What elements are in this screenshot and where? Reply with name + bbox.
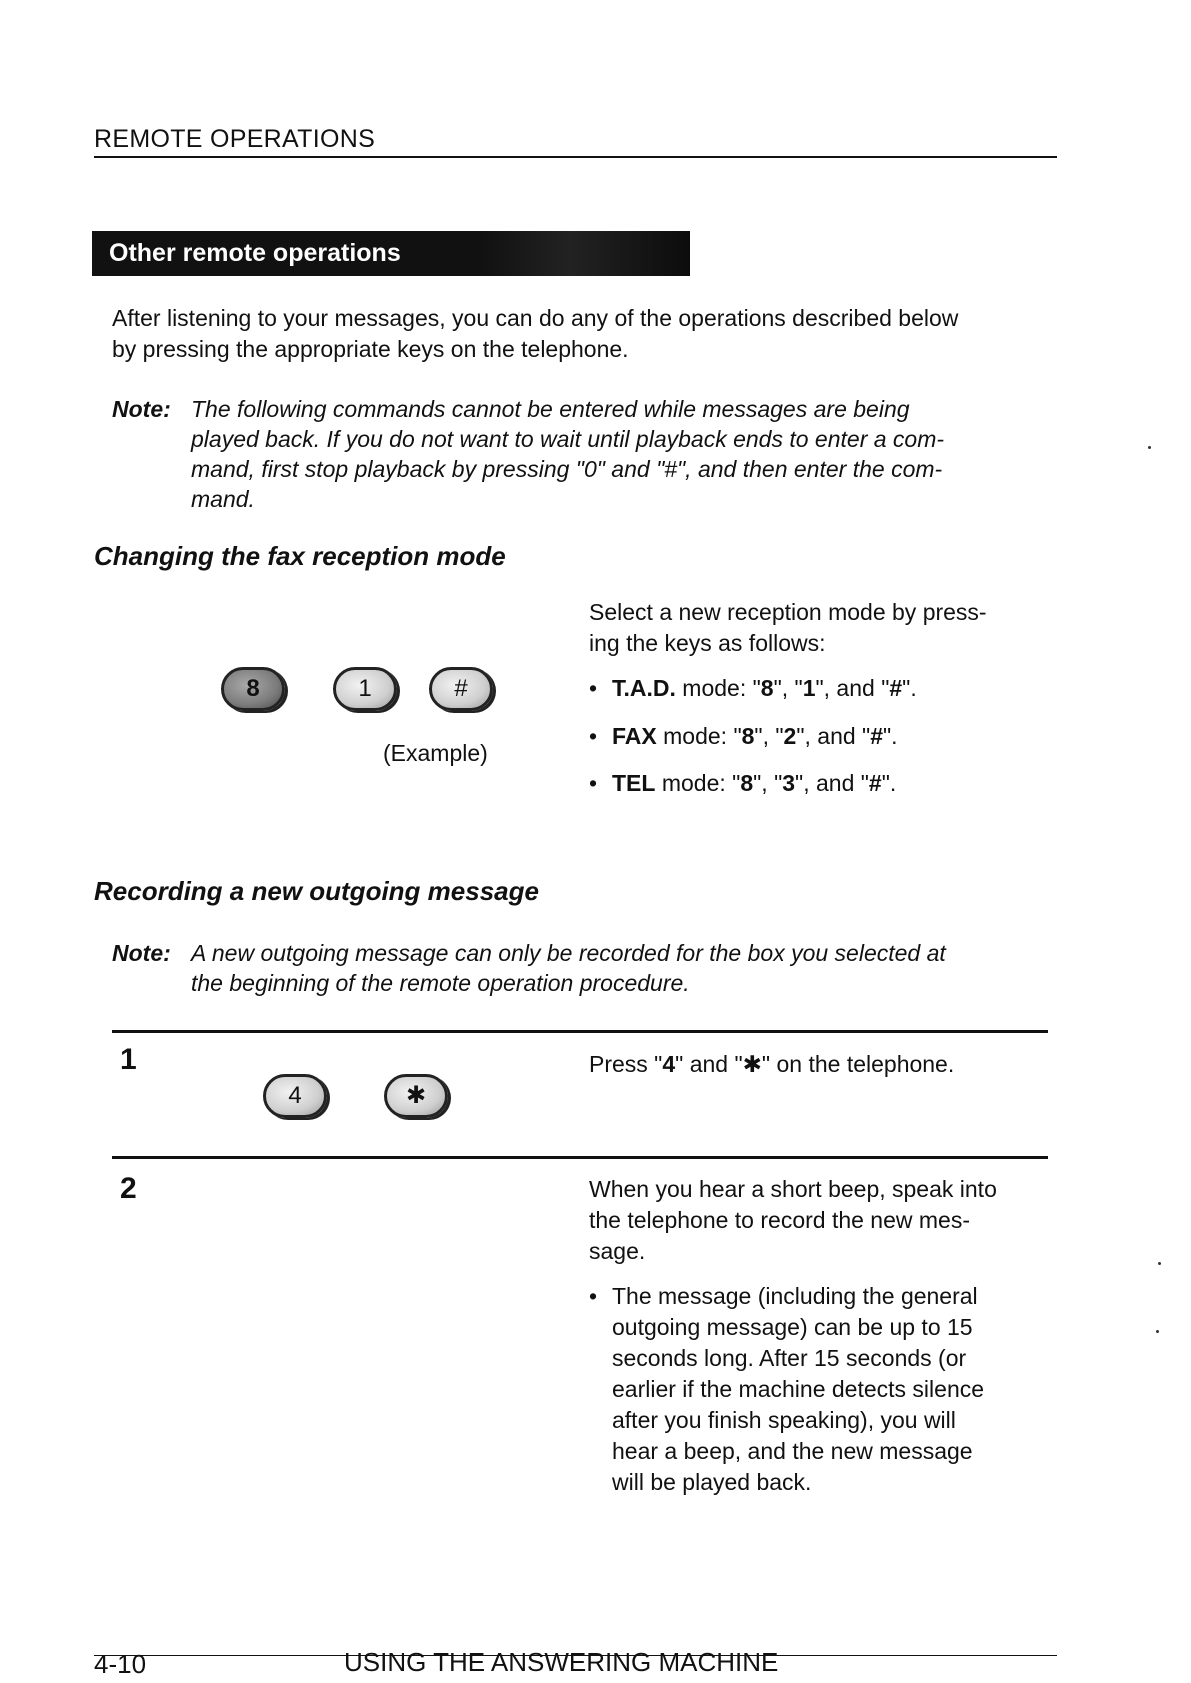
- mode-item-fax: • FAX mode: "8", "2", and "#".: [589, 721, 1062, 752]
- scan-speck: [1148, 446, 1151, 449]
- key-4-icon: 4: [263, 1074, 327, 1118]
- key-8-icon: 8: [221, 667, 285, 711]
- step-2-bullet: [589, 1281, 1062, 1498]
- bullet-line: • The message (including the general: [612, 1283, 978, 1309]
- note-text: [191, 394, 944, 514]
- step-2-rule: [112, 1156, 1048, 1159]
- section-heading-outgoing-message: Recording a new outgoing message: [94, 876, 539, 906]
- footer-page-number: 4-10: [94, 1649, 147, 1679]
- mode-key: 3: [782, 770, 796, 796]
- mode-item-tel: • TEL mode: "8", "3", and "#".: [589, 768, 1062, 799]
- mode-key: 2: [783, 723, 797, 749]
- scan-speck: [1156, 1330, 1159, 1333]
- note-line: A new outgoing message can only be recorded for the box you selected at: [191, 940, 946, 966]
- section-banner: [92, 231, 690, 276]
- bullet-line: after you finish speaking), you will: [612, 1407, 956, 1433]
- step-1-rule: [112, 1030, 1048, 1033]
- reception-mode-description: [589, 597, 1029, 659]
- step-line: the telephone to record the new mes-: [589, 1207, 971, 1233]
- note-playback: [112, 394, 1032, 518]
- step-1-number: 1: [120, 1043, 137, 1076]
- footer-chapter-title: USING THE ANSWERING MACHINE: [344, 1647, 779, 1677]
- mode-label: mode:: [661, 770, 726, 796]
- step-2-number: 2: [120, 1172, 137, 1205]
- description-line: ing the keys as follows:: [589, 630, 826, 656]
- note-line: mand.: [191, 486, 255, 512]
- mode-key: #: [870, 723, 883, 749]
- note-outgoing-box: [112, 938, 1032, 1002]
- step-key: ✱: [742, 1051, 762, 1077]
- intro-line: After listening to your messages, you can do any of the operations described below: [112, 305, 959, 331]
- mode-key: 8: [760, 675, 774, 701]
- intro-paragraph: [112, 303, 1032, 365]
- note-text: [191, 938, 946, 998]
- mode-name: T.A.D.: [612, 675, 676, 701]
- bullet-line: earlier if the machine detects silence: [612, 1376, 985, 1402]
- key-hash-icon: #: [429, 667, 493, 711]
- bullet-line: seconds long. After 15 seconds (or: [612, 1345, 967, 1371]
- bullet-line: will be played back.: [612, 1469, 812, 1495]
- mode-key: 8: [740, 770, 754, 796]
- key-star-icon: ✱: [384, 1074, 448, 1118]
- step-line: sage.: [589, 1238, 646, 1264]
- mode-item-tad: • T.A.D. mode: "8", "1", and "#".: [589, 673, 1062, 704]
- example-caption: (Example): [383, 740, 488, 766]
- step-text: " and ": [675, 1051, 743, 1077]
- section-banner-title: Other remote operations: [109, 239, 401, 267]
- bullet-line: outgoing message) can be up to 15: [612, 1314, 973, 1340]
- step-key: 4: [662, 1051, 676, 1077]
- note-label: Note:: [112, 940, 171, 966]
- header-rule: [94, 156, 1057, 158]
- mode-name: TEL: [612, 770, 656, 796]
- key-1-icon: 1: [333, 667, 397, 711]
- mode-label: mode:: [682, 675, 747, 701]
- bullet-line: hear a beep, and the new message: [612, 1438, 973, 1464]
- mode-name: FAX: [612, 723, 657, 749]
- note-line: mand, first stop playback by pressing "0" and "#", and then enter the com-: [191, 456, 943, 482]
- step-2-instruction: [589, 1174, 1049, 1267]
- note-line: played back. If you do not want to wait until playback ends to enter a com-: [191, 426, 945, 452]
- mode-label: mode:: [663, 723, 728, 749]
- step-line: When you hear a short beep, speak into: [589, 1176, 997, 1202]
- note-line: The following commands cannot be entered while messages are being: [191, 396, 910, 422]
- description-line: Select a new reception mode by press-: [589, 599, 987, 625]
- mode-key: 1: [802, 675, 816, 701]
- note-line: the beginning of the remote operation procedure.: [191, 970, 690, 996]
- step-1-instruction: [589, 1049, 1049, 1080]
- intro-line: by pressing the appropriate keys on the telephone.: [112, 336, 629, 362]
- mode-key: #: [868, 770, 882, 796]
- step-text: Press ": [589, 1051, 663, 1077]
- mode-key: 8: [741, 723, 755, 749]
- step-text: " on the telephone.: [761, 1051, 955, 1077]
- scan-speck: [1158, 1262, 1161, 1265]
- section-heading-reception-mode: Changing the fax reception mode: [94, 541, 506, 571]
- mode-key: #: [889, 675, 903, 701]
- note-label: Note:: [112, 396, 171, 422]
- page-header-title: REMOTE OPERATIONS: [94, 125, 376, 153]
